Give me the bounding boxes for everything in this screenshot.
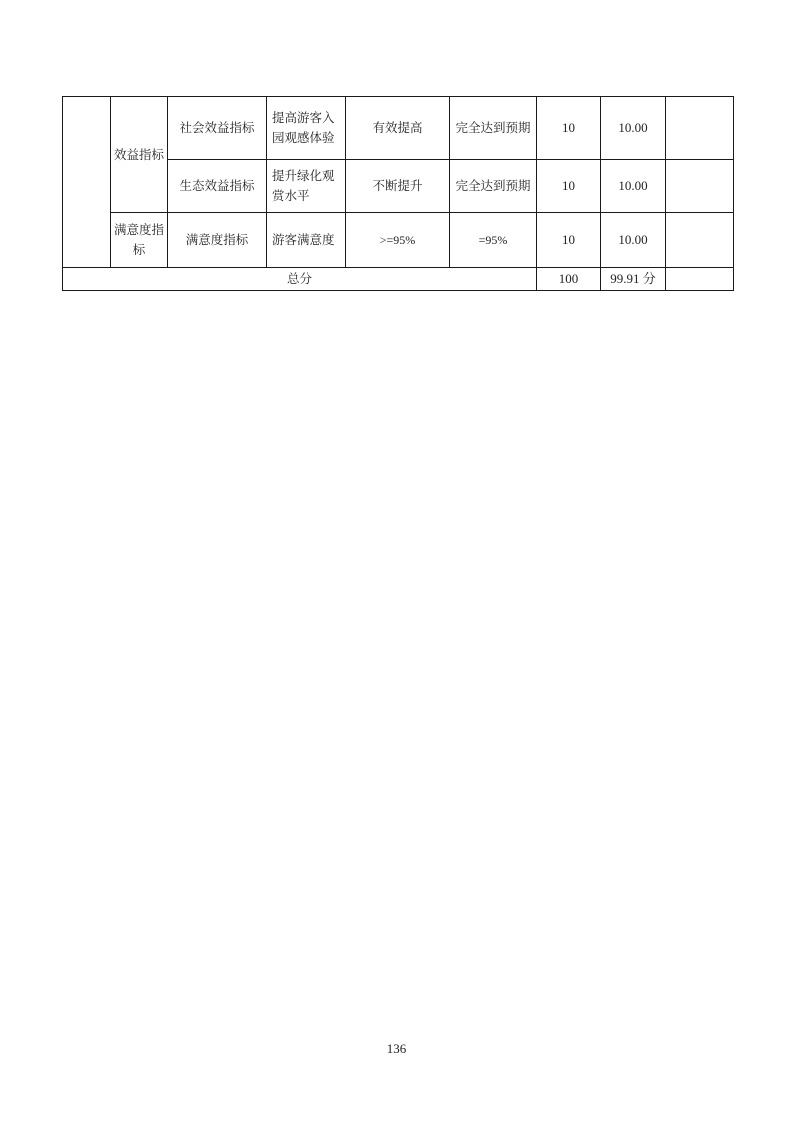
note-cell (666, 160, 734, 213)
first-level-cell (63, 97, 111, 268)
score-cell: 10.00 (601, 213, 666, 268)
total-row (63, 268, 734, 291)
content-cell: 游客满意度 (267, 213, 346, 268)
content-cell: 提升绿化观赏水平 (267, 160, 346, 213)
total-label-cell: 总分 (63, 268, 537, 291)
second-level-cell: 满意度指标 (111, 213, 168, 268)
total-score-cell: 99.91 分 (601, 268, 666, 291)
indicator-cell: 生态效益指标 (168, 160, 267, 213)
note-cell (666, 97, 734, 160)
weight-cell: 10 (537, 160, 601, 213)
actual-cell: =95% (450, 213, 537, 268)
content-cell: 提高游客入园观感体验 (267, 97, 346, 160)
target-cell: 不断提升 (346, 160, 450, 213)
total-note-cell (666, 268, 734, 291)
table-row (63, 97, 734, 160)
total-weight-cell: 100 (537, 268, 601, 291)
actual-cell: 完全达到预期 (450, 97, 537, 160)
second-level-cell: 效益指标 (111, 97, 168, 213)
score-cell: 10.00 (601, 160, 666, 213)
target-cell: >=95% (346, 213, 450, 268)
indicator-cell: 满意度指标 (168, 213, 267, 268)
indicator-cell: 社会效益指标 (168, 97, 267, 160)
page-number: 136 (386, 1041, 407, 1056)
table-row (63, 213, 734, 268)
score-cell: 10.00 (601, 97, 666, 160)
weight-cell: 10 (537, 97, 601, 160)
weight-cell: 10 (537, 213, 601, 268)
note-cell (666, 213, 734, 268)
actual-cell: 完全达到预期 (450, 160, 537, 213)
performance-table (62, 96, 734, 291)
target-cell: 有效提高 (346, 97, 450, 160)
